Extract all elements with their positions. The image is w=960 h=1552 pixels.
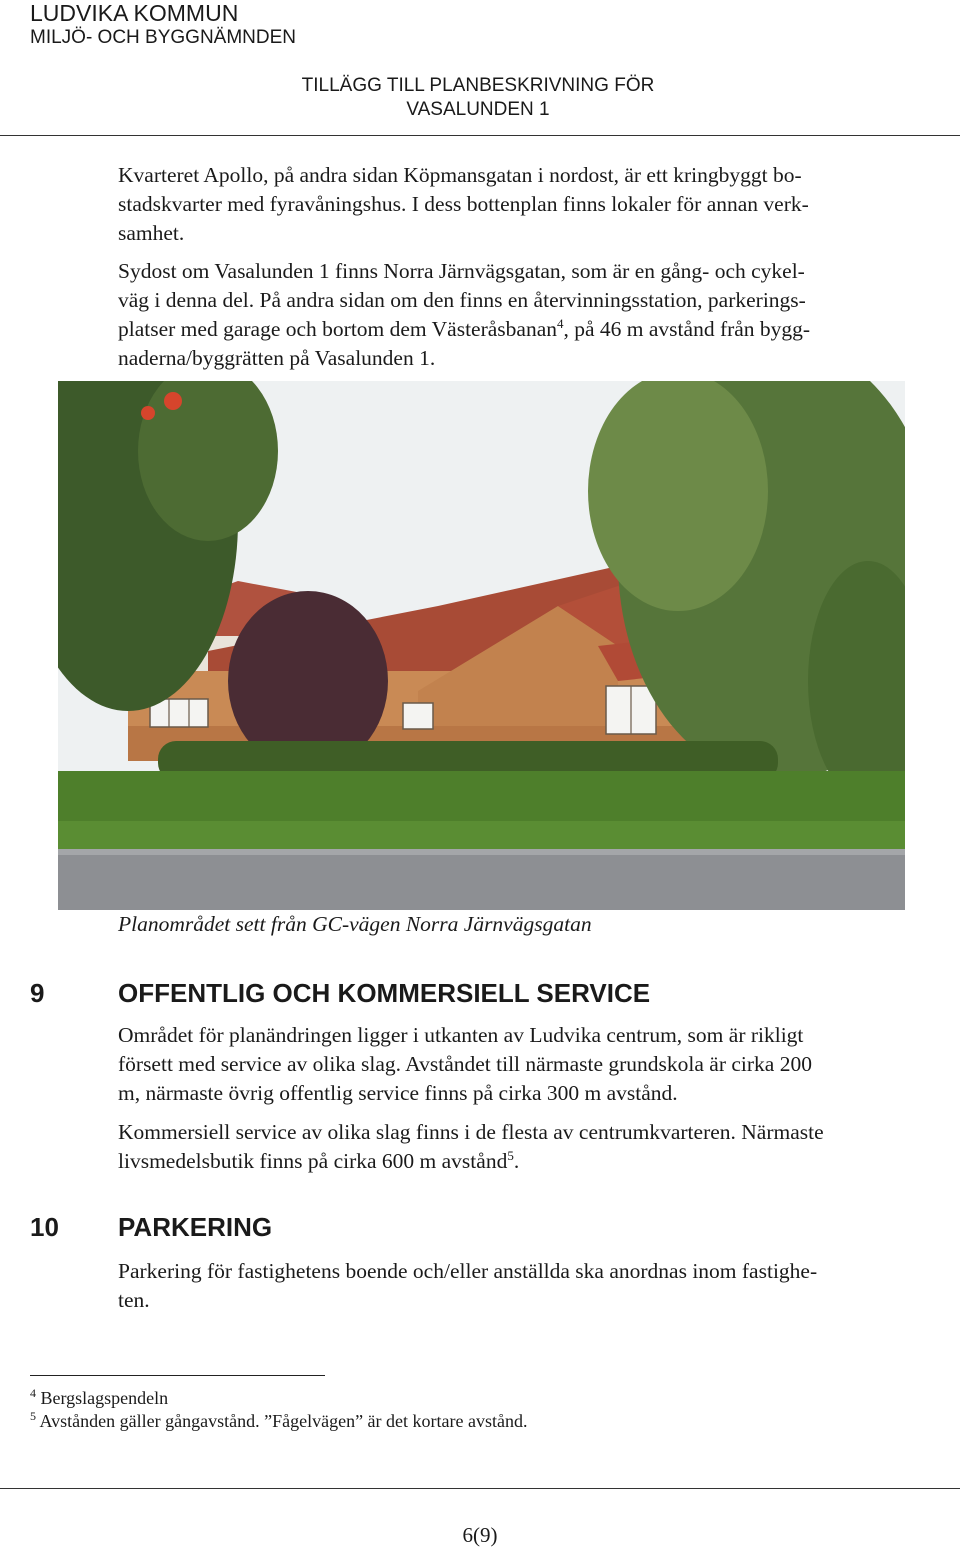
section-10-heading: PARKERING — [118, 1212, 273, 1242]
text-line: försett med service av olika slag. Avståndet till närmaste grundskola är cirka 200 — [118, 1052, 812, 1076]
footnote-ref[interactable]: 5 — [507, 1147, 514, 1163]
document-title-line-1: TILLÄGG TILL PLANBESKRIVNING FÖR — [301, 75, 655, 96]
section-9-heading: OFFENTLIG OCH KOMMERSIELL SERVICE — [118, 978, 651, 1008]
photo-caption: Planområdet sett från GC-vägen Norra Järnvägsgatan — [118, 912, 592, 936]
section-10-paragraph-1 — [118, 1257, 918, 1315]
department-name: MILJÖ- OCH BYGGNÄMNDEN — [30, 27, 297, 48]
text-segment: platser med garage och bortom dem Västeråsbanan — [118, 317, 557, 341]
text-line: stadskvarter med fyravåningshus. I dess bottenplan finns lokaler för annan verk- — [118, 192, 809, 216]
document-title — [288, 74, 668, 122]
section-9-paragraph-1 — [118, 1021, 918, 1108]
footnote-ref[interactable]: 4 — [557, 315, 564, 331]
text-line: Sydost om Vasalunden 1 finns Norra Järnvägsgatan, som är en gång- och cykel- — [118, 259, 805, 283]
organization-name: LUDVIKA KOMMUN — [30, 0, 239, 26]
section-9-paragraph-2 — [118, 1118, 918, 1176]
text-segment: livsmedelsbutik finns på cirka 600 m avstånd — [118, 1149, 508, 1173]
footnote-separator — [30, 1375, 325, 1376]
document-title-line-2: VASALUNDEN 1 — [406, 99, 550, 120]
text-line: Området för planändringen ligger i utkanten av Ludvika centrum, som är rikligt — [118, 1023, 804, 1047]
text-line: samhet. — [118, 221, 185, 245]
footnote-5 — [30, 1410, 527, 1432]
footnote-text: Avstånden gäller gångavstånd. ”Fågelvägen” är det kortare avstånd. — [39, 1411, 528, 1431]
text-line: naderna/byggrätten på Vasalunden 1. — [118, 346, 436, 370]
site-photo — [58, 381, 905, 910]
footnote-text: Bergslagspendeln — [40, 1388, 169, 1408]
page-number: 6(9) — [462, 1523, 498, 1547]
footnote-number: 5 — [30, 1409, 36, 1423]
text-line — [118, 315, 918, 344]
text-line: ten. — [118, 1288, 150, 1312]
header-rule — [0, 135, 960, 136]
text-line: m, närmaste övrig offentlig service finns på cirka 300 m avstånd. — [118, 1081, 678, 1105]
section-9-number: 9 — [30, 978, 45, 1008]
intro-paragraph-1 — [118, 161, 918, 248]
text-line: Kommersiell service av olika slag finns i de flesta av centrumkvarteren. Närmaste — [118, 1120, 824, 1144]
text-line: Parkering för fastighetens boende och/eller anställda ska anordnas inom fastighe- — [118, 1259, 818, 1283]
footer-rule — [0, 1488, 960, 1489]
footnote-number: 4 — [30, 1386, 36, 1400]
intro-paragraph-2 — [118, 257, 918, 373]
section-10-number: 10 — [30, 1212, 59, 1242]
text-line: väg i denna del. På andra sidan om den finns en återvinningsstation, parkerings- — [118, 288, 806, 312]
text-line — [118, 1147, 918, 1176]
footnote-4 — [30, 1387, 168, 1409]
text-segment: , på 46 m avstånd från bygg- — [563, 317, 811, 341]
text-line: Kvarteret Apollo, på andra sidan Köpmansgatan i nordost, är ett kringbyggt bo- — [118, 163, 802, 187]
text-segment: . — [513, 1149, 520, 1173]
